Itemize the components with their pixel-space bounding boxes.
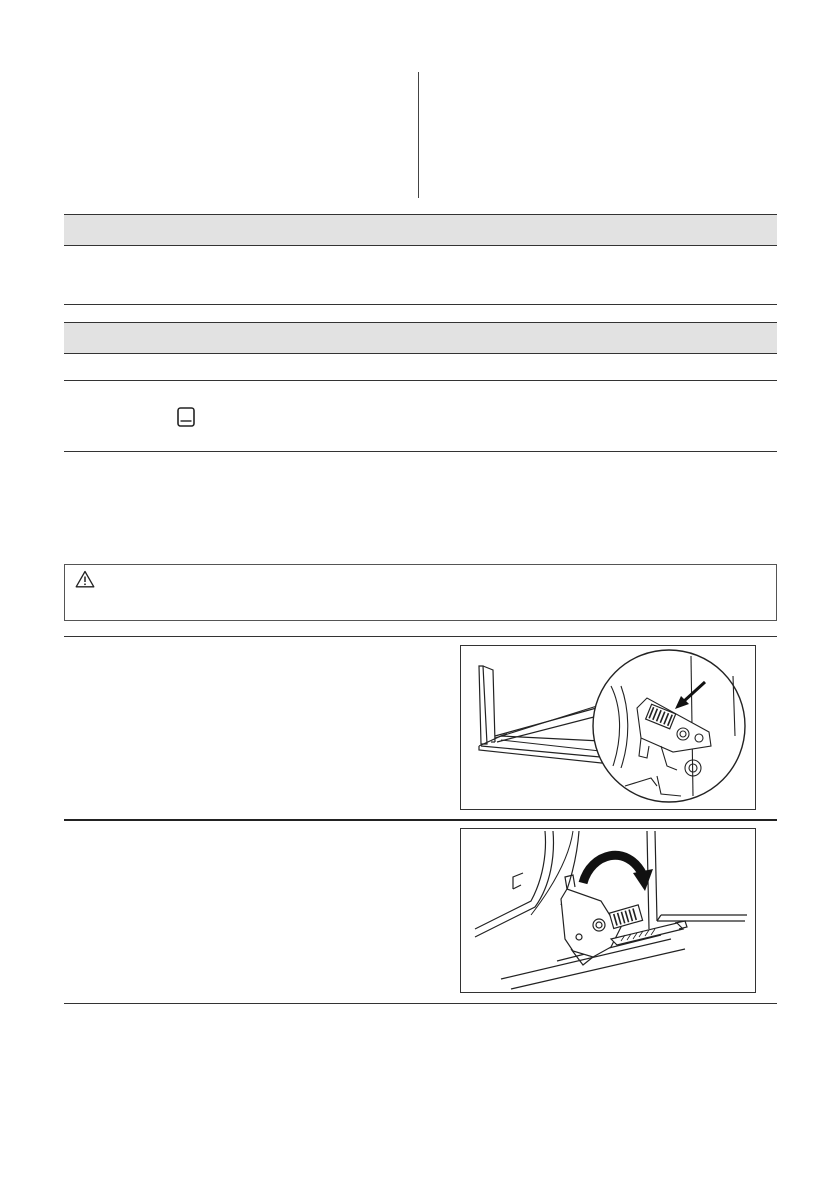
table-row-rule xyxy=(64,380,777,381)
table-header-band xyxy=(64,214,777,246)
table-header-band-2 xyxy=(64,322,777,354)
column-divider xyxy=(418,72,419,198)
table-bottom-rule-2 xyxy=(64,451,777,452)
step-divider-rule xyxy=(64,819,777,821)
step-top-rule xyxy=(64,636,777,637)
oven-icon xyxy=(177,407,195,427)
warning-triangle-icon xyxy=(75,570,95,588)
hinge-lever-closed-figure xyxy=(460,645,756,810)
table-bottom-rule xyxy=(64,304,777,305)
warning-box xyxy=(64,564,777,621)
hinge-lever-raised-figure xyxy=(460,828,756,993)
step-bottom-rule xyxy=(64,1003,777,1004)
